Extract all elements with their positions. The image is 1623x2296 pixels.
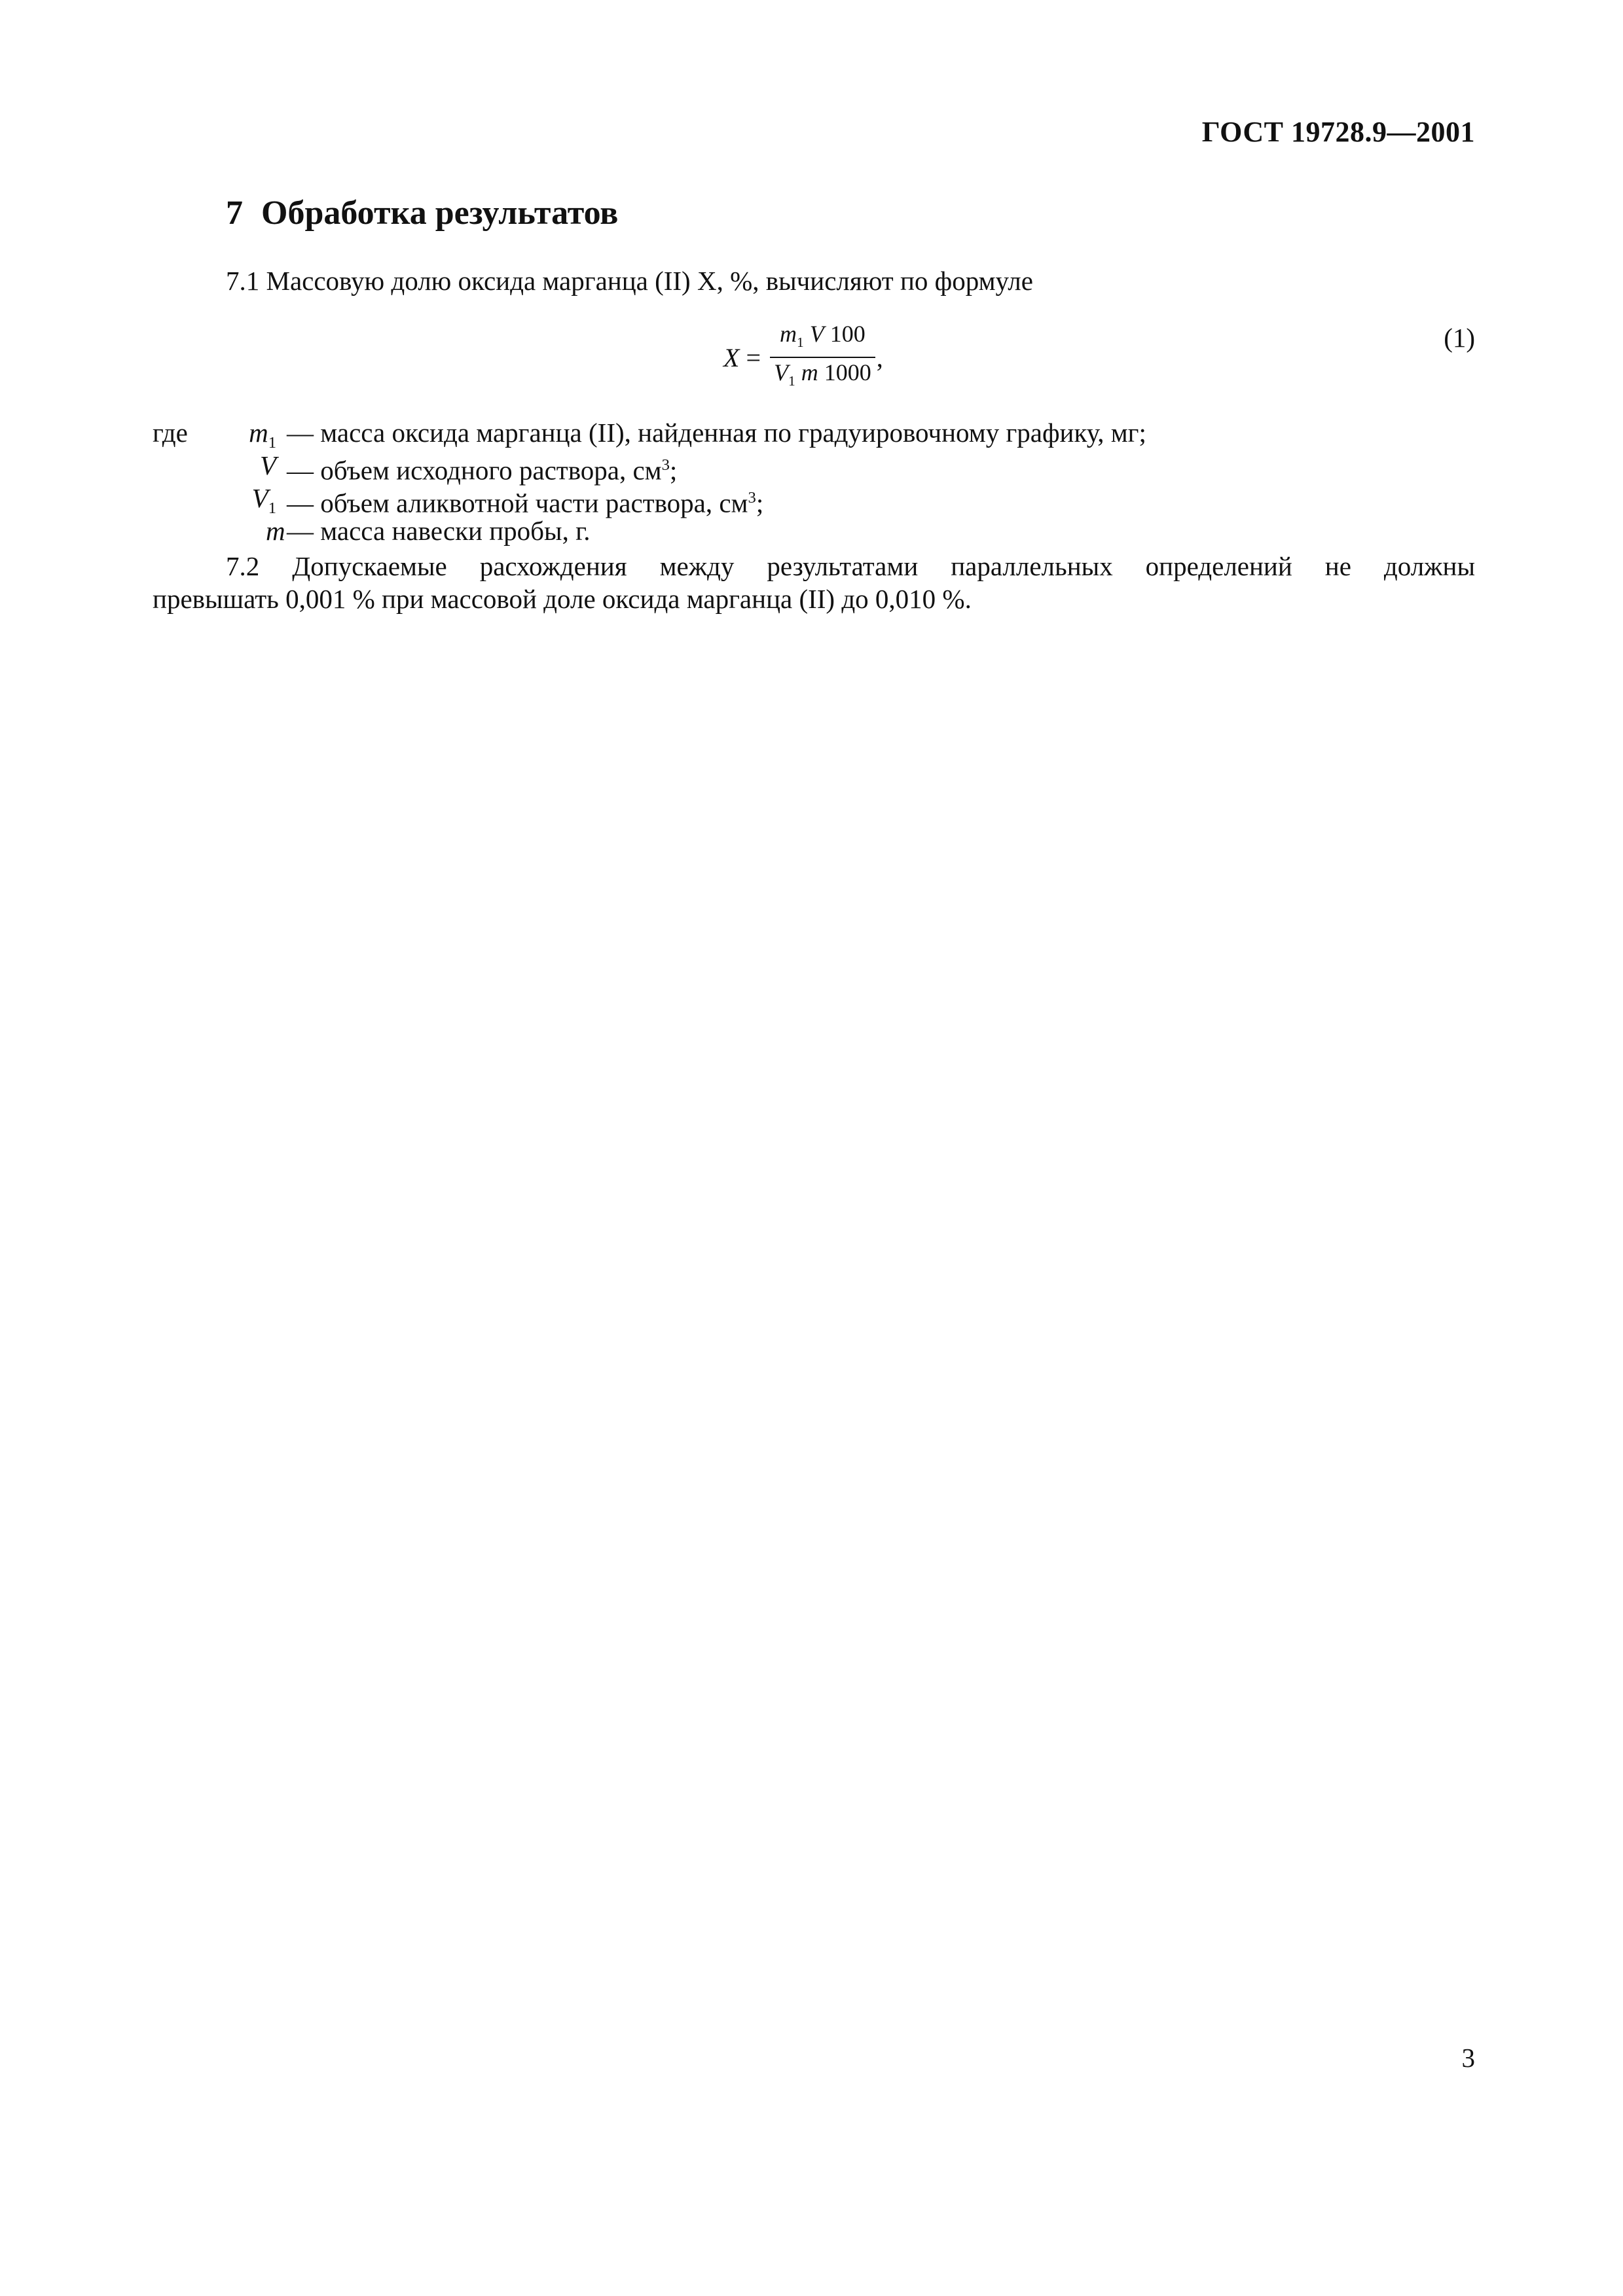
definition-text: — объем исходного раствора, $см^3$; <box>287 455 678 486</box>
variable-definitions <box>153 416 1146 547</box>
definition-text: — объем аликвотной части раствора, $см^3$; <box>287 488 764 518</box>
definitions-intro: где <box>153 418 188 448</box>
formula-denominator: $V_1$ m 1000 <box>774 359 871 389</box>
definition-row <box>153 482 1146 518</box>
definition-symbol: m <box>266 516 285 546</box>
formula-numerator: $m_1$ V 100 <box>780 321 866 351</box>
formula-equals: = <box>746 342 761 372</box>
section-title-text: Обработка результатов <box>261 194 619 232</box>
definition-row <box>153 514 1146 547</box>
definition-symbol: $m_1$ <box>249 418 276 452</box>
document-code: ГОСТ 19728.9—2001 <box>1201 116 1475 148</box>
formula-fraction <box>770 319 875 395</box>
paragraph-7-1: 7.1 Массовую долю оксида марганца (II) X, %, вычисляют по формуле <box>226 266 1033 296</box>
formula-1 <box>723 319 883 395</box>
section-number: 7 <box>226 194 243 232</box>
page-number: 3 <box>1461 2043 1475 2073</box>
definition-text: — масса навески пробы, г. <box>287 516 591 546</box>
definition-row <box>153 449 1146 486</box>
definition-text: — масса оксида марганца (II), найденная по градуировочному графику, мг; <box>287 418 1146 448</box>
definition-symbol: $V_1$ <box>251 483 276 518</box>
section-heading <box>226 194 618 232</box>
definition-symbol: V <box>259 450 276 480</box>
paragraph-7-2 <box>153 550 1475 615</box>
equation-number: (1) <box>1444 323 1475 353</box>
formula-lhs: X <box>723 342 740 372</box>
formula-comma: , <box>876 342 883 372</box>
paragraph-7-2-line-2: превышать 0,001 % при массовой доле оксида марганца (II) до 0,010 %. <box>153 584 972 614</box>
definition-row <box>153 416 1146 452</box>
paragraph-7-2-line-1: 7.2 Допускаемые расхождения между результатами параллельных определений не должны <box>226 551 1475 581</box>
